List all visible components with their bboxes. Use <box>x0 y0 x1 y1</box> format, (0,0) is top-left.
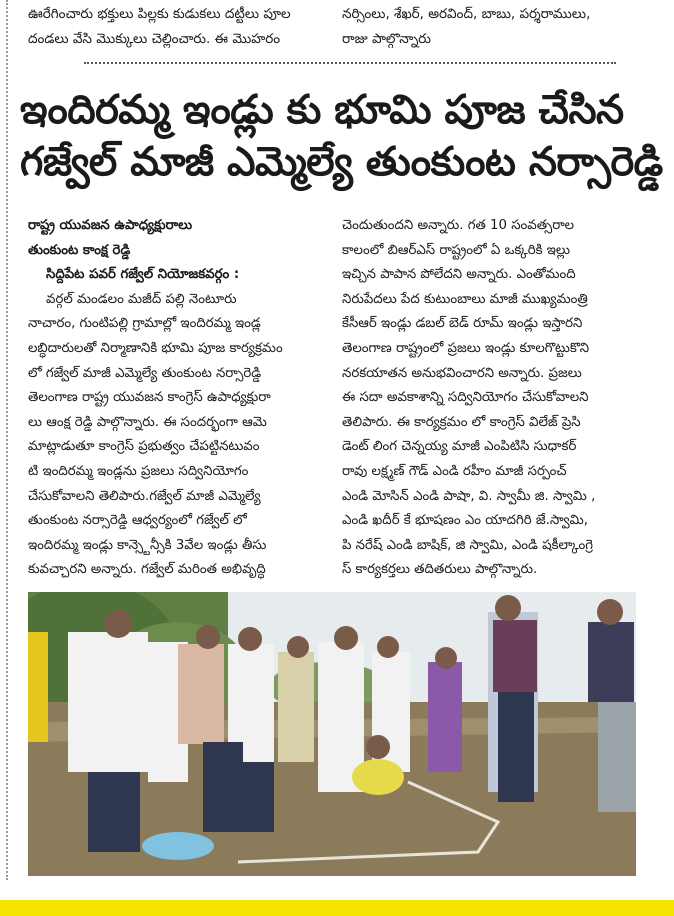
article-separator <box>84 62 616 64</box>
body-line: ఇందిరమ్మ ఇండ్లు కాన్స్టెన్సీకి 3వేల ఇండ్లు తీసు <box>28 537 267 553</box>
body-line: వర్గల్ మండలం మజీద్ పల్లి నెంటూరు <box>46 291 237 307</box>
text-line: నర్సింలు, శేఖర్, అరవింద్, బాబు, పర్శరాములు, <box>342 6 591 22</box>
news-photo <box>28 592 636 876</box>
top-fragment-left <box>28 2 324 52</box>
body-line: నరకయాతన అనుభవించారని అన్నారు. ప్రజలు <box>342 365 582 381</box>
byline-line: తుంకుంట కాంక్ష రెడ్డి <box>28 242 131 258</box>
byline-line: రాష్ట్ర యువజన ఉపాధ్యక్షురాలు <box>28 218 193 233</box>
body-line: నాచారం, గుంటిపల్లి గ్రామాల్లో ఇందిరమ్మ ఇండ్ల <box>28 316 261 332</box>
text-line: ఊరేగించారు భక్తులు పిల్లకు కుడుకలు దట్టీలు పూల <box>28 6 291 22</box>
text-line: రాజు పాల్గొన్నారు <box>342 31 431 47</box>
article-column-left <box>28 214 326 583</box>
body-line: రావు లక్ష్మణ్ గౌడ్ ఎండి రహీం మాజీ సర్పంచ్ <box>342 463 567 479</box>
body-line: తెలంగాణ రాష్ట్ర యువజన కాంగ్రెస్ ఉపాధ్యక్షురా <box>28 390 271 406</box>
column-rule <box>6 0 8 880</box>
body-line: తెలిపారు. ఈ కార్యక్రమం లో కాంగ్రెస్ విలేజ్ ప్రెసి <box>342 414 581 430</box>
body-line: కువచ్చారని అన్నారు. గజ్వేల్ మరింత అభివృద్ధి <box>28 562 266 578</box>
body-line: కేసీఆర్ ఇండ్లు డబల్ బెడ్ రూమ్ ఇండ్లు ఇస్తారని <box>342 316 583 332</box>
body-line: టి ఇందిరమ్మ ఇండ్లను ప్రజలు సద్వినియోగం <box>28 463 249 479</box>
body-line: ఇచ్చిన పాపాన పోలేదని అన్నారు. ఎంతోమంది <box>342 267 576 283</box>
body-line: డెంట్ లింగ చెన్నయ్య మాజీ ఎంపిటిసి సుధాకర్ <box>342 439 577 455</box>
body-line: కాలంలో బిఆర్ఎస్ రాష్ట్రంలో ఏ ఒక్కరికి ఇల్లు <box>342 242 570 258</box>
body-line: లు ఆంక్ష రెడ్డి పాల్గొన్నారు. ఈ సందర్భంగా ఆమె <box>28 414 267 430</box>
body-line: మాట్లాడుతూ కాంగ్రెస్ ప్రభుత్వం చేపట్టినటువం <box>28 439 260 455</box>
body-line: ఎండి మోసిన్ ఎండి పాషా, వి. స్వామీ జి. స్వామి , <box>342 488 596 504</box>
headline <box>20 84 663 188</box>
body-line: ఎండి ఖదీర్ కే భూషణం ఎం యాదగిరి జే.స్వామి, <box>342 513 588 529</box>
body-line: ఈ సదా అవకాశాన్ని సద్వినియోగం చేసుకోవాలని <box>342 390 589 406</box>
body-line: లబ్ధిదారులతో నిర్మాణానికి భూమి పూజ కార్యక్రమం <box>28 340 283 356</box>
body-line: తెలంగాణ రాష్ట్రంలో ప్రజలు ఇండ్లు కూలగొట్టుకొని <box>342 340 590 356</box>
top-fragment-right <box>342 2 642 52</box>
body-line: లో గజ్వేల్ మాజీ ఎమ్మెల్యే తుంకుంట నర్సారెడ్డి <box>28 365 262 381</box>
article-column-right <box>342 214 640 583</box>
bottom-color-band <box>0 900 674 916</box>
text-line: దండలు వేసి మొక్కులు చెల్లించారు. ఈ మొహరం <box>28 31 281 47</box>
headline-line: గజ్వేల్ మాజీ ఎమ్మెల్యే తుంకుంట నర్సారెడ్డి <box>20 139 663 185</box>
body-line: స్ కార్యకర్తలు తదితరులు పాల్గొన్నారు. <box>342 562 538 578</box>
dateline: సిద్దిపేట పవర్ గజ్వేల్ నియోజకవర్గం : <box>46 267 240 283</box>
body-line: నిరుపేదలు పేద కుటుంబాలు మాజీ ముఖ్యమంత్రి <box>342 291 588 307</box>
headline-line: ఇందిరమ్మ ఇండ్లు కు భూమి పూజ చేసిన <box>20 87 624 133</box>
body-line: పి నరేష్ ఎండి బాషిక్, జి స్వామి, ఎండి షకీల్కాంగ్రె <box>342 537 593 553</box>
body-line: చేసుకోవాలని తెలిపారు.గజ్వేల్ మాజీ ఎమ్మెల్యే <box>28 488 261 504</box>
body-line: చెందుతుందని అన్నారు. గత 10 సంవత్సరాల <box>342 218 575 233</box>
body-line: తుంకుంట నర్సారెడ్డి ఆధ్వర్యంలో గజ్వేల్ లో <box>28 513 247 529</box>
